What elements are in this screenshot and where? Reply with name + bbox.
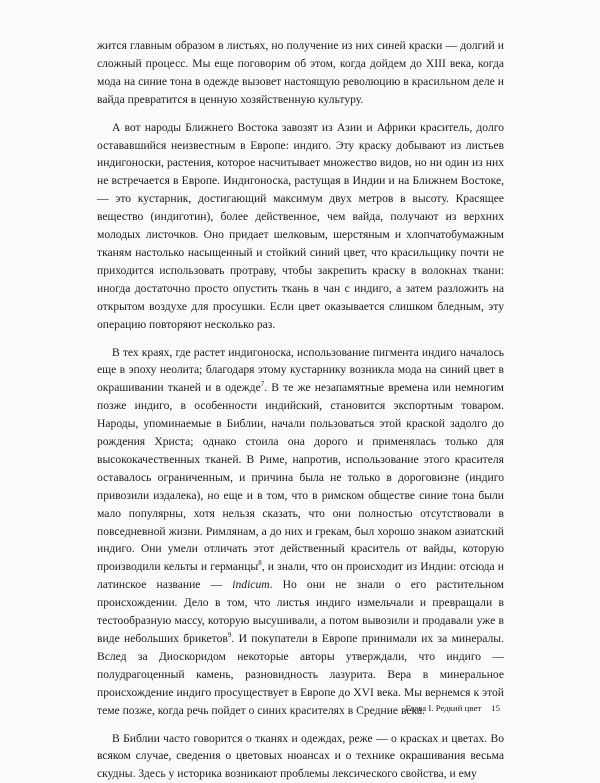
- page-number: 15: [491, 703, 500, 713]
- paragraph: [97, 37, 504, 109]
- body-text: [97, 37, 504, 783]
- footnote-ref: 9: [227, 631, 232, 640]
- page-footer: [406, 703, 500, 713]
- text-run: В Библии часто говорится о тканях и одеждах, реже — о красках и цветах. Во всяком случае, сведения о цветовых нюансах и о технике окрашивания весьма скудны. Здесь у историка возникают проблемы лексического свойства, и ему: [97, 731, 504, 781]
- footnote-ref: 8: [258, 559, 262, 568]
- text-run: . В те же незапамятные времена или немногим позже индиго, в особенности индийский, становится экспортным товаром. Народы, упоминаемые в Библии, начали пользоваться этой краской задолго до рождения Христа; однако стоила она дорого и применялась только для высококачественных тканей. В Риме, напротив, использование этого красителя оставалось ограниченным, и причина была не только в дороговизне (индиго привозили издалека), но еще и в том, что в римском обществе синие тона были мало популярны, хотя нельзя сказать, что они полностью отсутствовали в повседневной жизни. Римлянам, а до них и грекам, был хорошо знаком азиатский индиго. Они умели отличать этот действенный краситель от вайды, которую производили кельты и германцы: [97, 381, 504, 574]
- paragraph: [97, 119, 504, 334]
- text-run: жится главным образом в листьях, но получение из них синей краски — долгий и сложный процесс. Мы еще поговорим об этом, когда дойдем до XIII века, когда мода на синие тона в одежде вызовет настоящую революцию в красильном деле и вайда превратится в ценную хозяйственную культуру.: [97, 39, 504, 106]
- running-head: Глава I. Редкий цвет: [405, 703, 482, 713]
- paragraph: [97, 344, 504, 720]
- text-run: . Но они не знали о его растительном происхождении. Дело в том, что листья индиго измельчали и превращали в тестообразную массу, которую высушивали, а потом вывозили и продавали уже в виде небольших брикетов: [97, 578, 505, 645]
- text-run: , и знали, что он происходит из Индии: отсюда и латинское название —: [97, 560, 504, 592]
- paragraph: [97, 730, 504, 783]
- text-run: В тех краях, где растет индигоноска, использование пигмента индиго началось еще в эпоху неолита; благодаря этому кустарнику возникла мода на синий цвет в окрашивании тканей и в одежде: [97, 345, 504, 395]
- text-run: А вот народы Ближнего Востока завозят из Азии и Африки краситель, долго остававшийся неизвестным в Европе: индиго. Эту краску добывают из листьев индигоноски, растения, которое насчитывает множество видов, но ни один из них не встречается в Европе. Индигоноска, растущая в Индии и на Ближнем Востоке, — это кустарник, достигающий максимум двух метров в высоту. Красящее вещество (индиготин), более действенное, чем вайда, получают из верхних молодых листочков. Оно придает шелковым, шерстяным и хлопчатобумажным тканям настолько насыщенный и стойкий синий цвет, что красильщику почти не приходится использовать протраву, чтобы закрепить краску в волокнах ткани: иногда достаточно просто опустить ткань в чан с индиго, а затем разложить на открытом воздухе для просушки. Если цвет оказывается слишком бледным, эту операцию повторяют несколько раз.: [97, 120, 504, 331]
- text-run: . И покупатели в Европе принимали их за минералы. Вслед за Диоскоридом некоторые авторы утверждали, что индиго — полудрагоценный камень, разновидность лазурита. Вера в минеральное происхождение индиго просуществует в Европе до XVI века. Мы вернемся к этой теме позже, когда речь пойдет о синих красителях в Средние века.: [97, 632, 504, 717]
- footnote-ref: 7: [260, 380, 265, 389]
- italic-term: indicum: [232, 578, 270, 592]
